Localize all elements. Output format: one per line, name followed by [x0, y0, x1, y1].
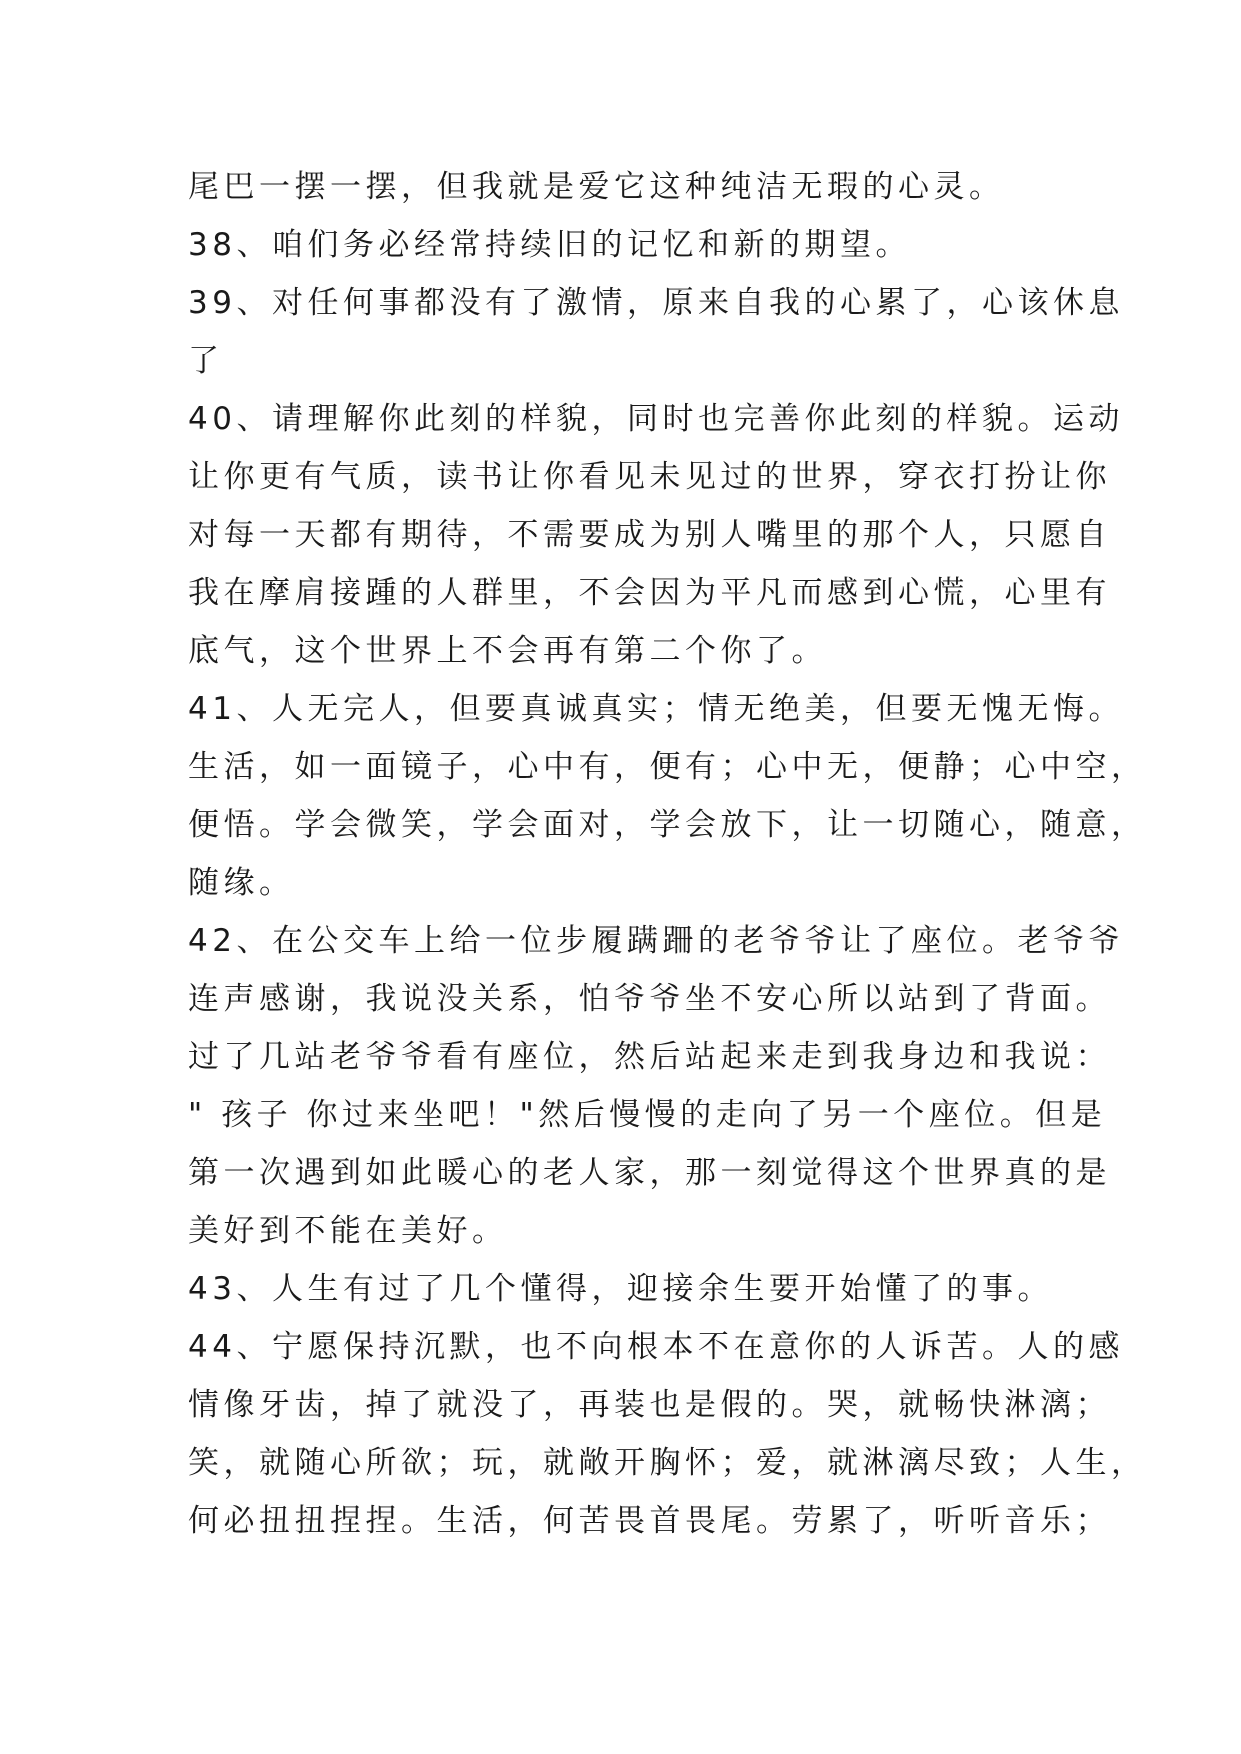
text-line: 随缘。 [188, 865, 295, 901]
text-line: 连声感谢，我说没关系，怕爷爷坐不安心所以站到了背面。 [188, 981, 1111, 1017]
text-line: " 孩子 你过来坐吧！"然后慢慢的走向了另一个座位。但是 [188, 1097, 1107, 1133]
text-line: 过了几站老爷爷看有座位，然后站起来走到我身边和我说： [188, 1039, 1111, 1075]
text-line: 对每一天都有期待，不需要成为别人嘴里的那个人，只愿自 [188, 517, 1111, 553]
text-line: 尾巴一摆一摆，但我就是爱它这种纯洁无瑕的心灵。 [188, 169, 1005, 205]
text-line: 让你更有气质，读书让你看见未见过的世界，穿衣打扮让你 [188, 459, 1111, 495]
text-line: 美好到不能在美好。 [188, 1213, 508, 1249]
text-line: 第一次遇到如此暖心的老人家，那一刻觉得这个世界真的是 [188, 1155, 1111, 1191]
text-line: 42、在公交车上给一位步履蹒跚的老爷爷让了座位。老爷爷 [188, 923, 1124, 959]
text-line: 情像牙齿，掉了就没了，再装也是假的。哭，就畅快淋漓； [188, 1387, 1111, 1423]
text-line: 43、人生有过了几个懂得，迎接余生要开始懂了的事。 [188, 1271, 1053, 1307]
text-line: 何必扭扭捏捏。生活，何苦畏首畏尾。劳累了，听听音乐； [188, 1503, 1111, 1539]
text-line: 便悟。学会微笑，学会面对，学会放下，让一切随心，随意， [188, 807, 1147, 843]
text-line: 了 [188, 343, 224, 379]
text-line: 底气，这个世界上不会再有第二个你了。 [188, 633, 827, 669]
text-line: 41、人无完人，但要真诚真实；情无绝美，但要无愧无悔。 [188, 691, 1124, 727]
text-line: 笑，就随心所欲；玩，就敞开胸怀；爱，就淋漓尽致；人生， [188, 1445, 1147, 1481]
text-line: 38、咱们务必经常持续旧的记忆和新的期望。 [188, 227, 911, 263]
text-line: 我在摩肩接踵的人群里，不会因为平凡而感到心慌，心里有 [188, 575, 1111, 611]
text-line: 生活，如一面镜子，心中有，便有；心中无，便静；心中空， [188, 749, 1147, 785]
text-line: 40、请理解你此刻的样貌，同时也完善你此刻的样貌。运动 [188, 401, 1124, 437]
text-line: 44、宁愿保持沉默，也不向根本不在意你的人诉苦。人的感 [188, 1329, 1124, 1365]
document-body [188, 158, 1147, 1550]
text-line: 39、对任何事都没有了激情，原来自我的心累了，心该休息 [188, 285, 1124, 321]
